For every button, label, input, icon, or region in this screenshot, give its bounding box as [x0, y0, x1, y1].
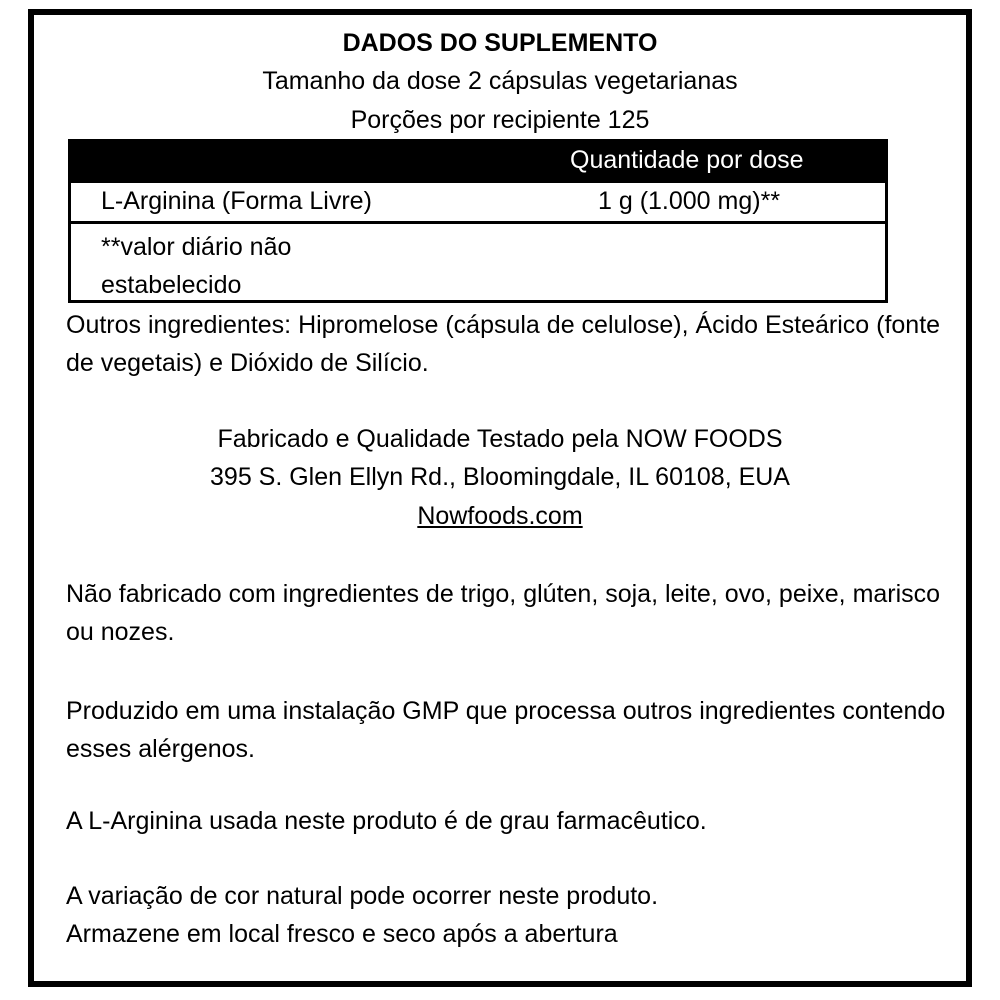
- other-ingredients: Outros ingredientes: Hipromelose (cápsula de celulose), Ácido Esteárico (fonte de vegetais) e Dióxido de Silício.: [66, 311, 941, 377]
- ingredient-name: L-Arginina (Forma Livre): [101, 187, 372, 215]
- pharmaceutical-grade-statement: A L-Arginina usada neste produto é de grau farmacêutico.: [66, 807, 707, 835]
- table-row: [71, 180, 885, 221]
- label-title: DADOS DO SUPLEMENTO: [342, 29, 658, 57]
- gmp-statement: Produzido em uma instalação GMP que processa outros ingredientes contendo esses alérgenos.: [66, 697, 946, 763]
- manufacturer-address: 395 S. Glen Ellyn Rd., Bloomingdale, IL 60108, EUA: [210, 463, 790, 491]
- table-footnote-row: [71, 221, 885, 300]
- allergen-statement: Não fabricado com ingredientes de trigo, glúten, soja, leite, ovo, peixe, marisco ou nozes.: [66, 580, 941, 646]
- website-link[interactable]: Nowfoods.com: [417, 502, 583, 530]
- ingredient-amount: 1 g (1.000 mg)**: [598, 187, 781, 215]
- color-variation-note: A variação de cor natural pode ocorrer neste produto.: [66, 882, 659, 910]
- manufacturer-line: Fabricado e Qualidade Testado pela NOW FOODS: [217, 425, 783, 453]
- amount-per-serving-header: Quantidade por dose: [570, 146, 804, 174]
- servings-per-container: Porções por recipiente 125: [350, 106, 650, 134]
- serving-size: Tamanho da dose 2 cápsulas vegetarianas: [262, 67, 738, 95]
- table-header: [71, 142, 885, 180]
- supplement-facts-table: [68, 139, 888, 303]
- daily-value-footnote: **valor diário não estabelecido: [101, 233, 292, 299]
- supplement-label: [28, 9, 972, 987]
- storage-instructions: Armazene em local fresco e seco após a abertura: [66, 920, 618, 948]
